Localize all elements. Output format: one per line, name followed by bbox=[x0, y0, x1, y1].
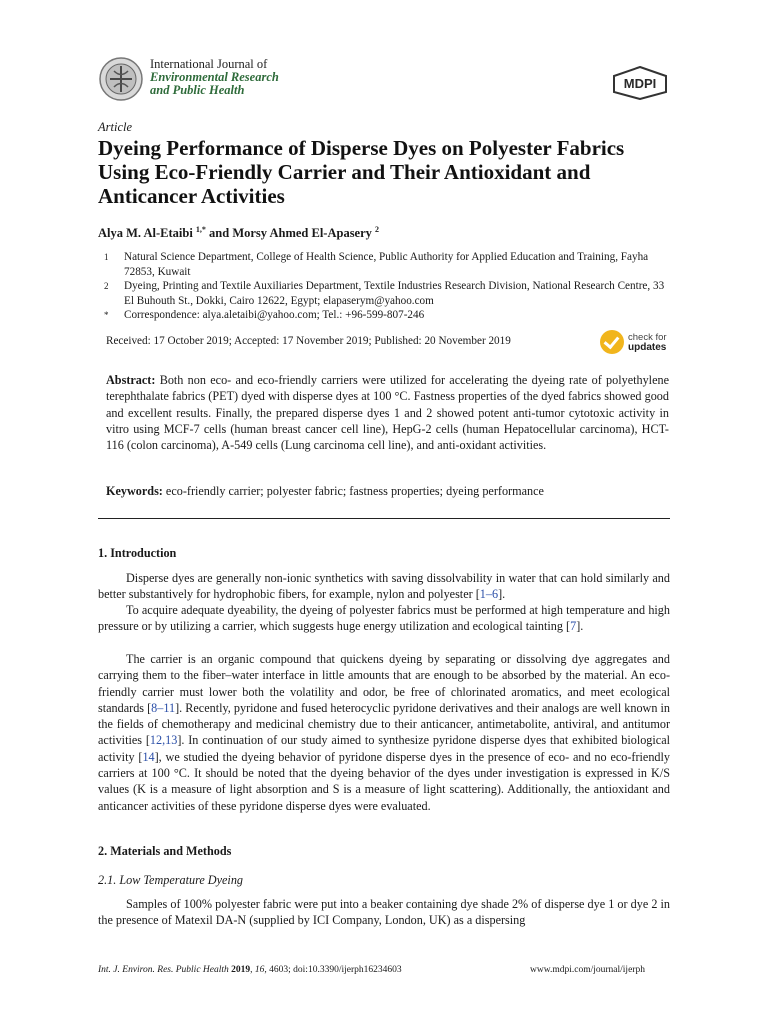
paper-title: Dyeing Performance of Disperse Dyes on Polyester Fabrics Using Eco-Friendly Carrier and Their Antioxidant and Anticancer Activities bbox=[98, 136, 625, 208]
affiliation-mark: 2 bbox=[104, 281, 109, 291]
paragraph bbox=[98, 651, 670, 814]
citation-link[interactable]: 12,13 bbox=[149, 733, 178, 748]
paragraph-text: To acquire adequate dyeability, the dyeing of polyester fabrics must be performed at high temperature and high pressure or by utilizing a carrier, which suggests huge energy utilization and ecological tainting [ bbox=[98, 603, 670, 634]
check-for-updates-button[interactable] bbox=[600, 330, 680, 356]
author-name: Alya M. Al-Etaibi bbox=[98, 226, 193, 240]
affiliation bbox=[104, 279, 669, 308]
abstract-text: Both non eco- and eco-friendly carriers were utilized for accelerating the dyeing rate of polyethylene terephthalate fabrics (PET) dyed with disperse dyes at 100 °C. Fastness properties of the dyed fabrics showed good and excellent results. Finally, the prepared disperse dyes 1 and 2 showed potent anti-tumor cytotoxic activity in vitro using MCF-7 cells (human breast cancer cell line), HepG-2 cells (human Hepatocellular carcinoma), HCT-116 (colon carcinoma), A-549 cells (Lung carcinoma cell line), and anti-oxidant activities. bbox=[106, 373, 669, 453]
checkmark-icon bbox=[600, 330, 624, 354]
affiliation-mark: * bbox=[104, 310, 109, 320]
journal-name bbox=[150, 58, 279, 97]
paragraph-text: ]. bbox=[576, 619, 584, 634]
author-affiliation-mark: 2 bbox=[375, 224, 380, 234]
paragraph bbox=[98, 896, 670, 929]
footer-doi: , 4603; doi:10.3390/ijerph16234603 bbox=[264, 965, 402, 975]
citation-link[interactable]: 14 bbox=[142, 749, 155, 764]
subsection-heading: 2.1. Low Temperature Dyeing bbox=[98, 873, 244, 887]
affiliation-text: Dyeing, Printing and Textile Auxiliaries Department, Textile Industries Research Division, National Research Centre, 33 El Buhouth St., Dokki, Cairo 12622, Egypt; elapaserym@yahoo.com bbox=[124, 280, 665, 307]
paragraph bbox=[98, 602, 670, 635]
article-type: Article bbox=[98, 120, 133, 134]
author-name: Morsy Ahmed El-Apasery bbox=[232, 226, 372, 240]
keywords-label: Keywords: bbox=[106, 484, 163, 498]
affiliation bbox=[104, 250, 669, 279]
paragraph-text: The carrier is an organic compound that quickens dyeing by separating or dissolving dye aggregates and carrying them to the fiber–water interface in little amounts that are enough to be absorbed by the material. An eco-friendly carrier must lower both the volatility and odor, be free of chlorinated aromatics, and meet ecological standards [ bbox=[98, 652, 670, 715]
keywords bbox=[106, 484, 669, 499]
publication-dates: Received: 17 October 2019; Accepted: 17 November 2019; Published: 20 November 2019 bbox=[106, 335, 511, 347]
section-heading: 1. Introduction bbox=[98, 546, 177, 560]
footer-year: 2019 bbox=[231, 965, 251, 975]
journal-name-line3: and Public Health bbox=[150, 83, 245, 97]
citation-link[interactable]: 1–6 bbox=[479, 587, 499, 602]
journal-name-line2: Environmental Research bbox=[150, 70, 279, 84]
section-heading: 2. Materials and Methods bbox=[98, 844, 232, 858]
divider bbox=[98, 518, 670, 519]
paragraph-text: ], we studied the dyeing behavior of pyridone disperse dyes in the presence of eco- and no eco-friendly carriers at 100 °C. It should be noted that the dyeing behavior of the dyes under investigation is expressed in K/S values (K is a measure of light absorption and S is a measure of light scattering). Additionally, the antioxidant and anticancer activities of these pyridone disperse dyes were evaluated. bbox=[98, 749, 670, 813]
abstract bbox=[106, 372, 669, 453]
abstract-label: Abstract: bbox=[106, 373, 156, 387]
paragraph-text: ]. In continuation of our study aimed to synthesize pyridone disperse dyes that exhibited biological activity [ bbox=[98, 733, 670, 764]
keywords-text: eco-friendly carrier; polyester fabric; fastness properties; dyeing performance bbox=[162, 484, 544, 498]
mdpi-logo-icon bbox=[610, 66, 670, 100]
author-affiliation-mark: 1,* bbox=[195, 224, 206, 234]
footer-volume: 16 bbox=[254, 965, 265, 975]
affiliation-text: Natural Science Department, College of Health Science, Public Authority for Applied Education and Training, Fayha 72853, Kuwait bbox=[124, 251, 649, 278]
paragraph-text: ]. bbox=[498, 587, 506, 602]
correspondence-text: Correspondence: alya.aletaibi@yahoo.com; Tel.: +96-599-807-246 bbox=[124, 309, 425, 321]
footer-journal: Int. J. Environ. Res. Public Health bbox=[98, 965, 229, 975]
footer-citation: Int. J. Environ. Res. Public Health 2019, 16, 4603; doi:10.3390/ijerph16234603 bbox=[98, 965, 402, 975]
paragraph-text: Samples of 100% polyester fabric were put into a beaker containing dye shade 2% of disperse dye 1 or dye 2 in the presence of Matexil DA-N (supplied by ICI Company, London, UK) as a dispersing bbox=[98, 897, 670, 928]
check-updates-line1: check for bbox=[628, 332, 667, 343]
paragraph-text: Disperse dyes are generally non-ionic synthetics with saving dissolvability in water that can hold similarly and better substantively for hydrophobic fibers, for example, nylon and polyester [ bbox=[98, 571, 670, 602]
check-updates-line2: updates bbox=[628, 342, 667, 353]
mdpi-logo-text: MDPI bbox=[623, 76, 657, 91]
paragraph-text: ]. Recently, pyridone and fused heterocyclic pyridone derivatives and their analogs are well known in the fields of chemotherapy and medicinal chemistry due to their anticancer, antimetabolite, antiviral, and antitumor activities [ bbox=[98, 700, 670, 748]
footer-url-link[interactable]: www.mdpi.com/journal/ijerph bbox=[530, 965, 645, 975]
correspondence bbox=[104, 308, 669, 323]
citation-link[interactable]: 7 bbox=[570, 619, 577, 634]
author-connector: and bbox=[205, 226, 233, 240]
author-list bbox=[98, 226, 379, 241]
journal-logo-icon bbox=[98, 56, 144, 102]
paragraph bbox=[98, 570, 670, 603]
affiliation-mark: 1 bbox=[104, 252, 109, 262]
citation-link[interactable]: 8–11 bbox=[151, 700, 176, 715]
journal-name-line1: International Journal of bbox=[150, 57, 268, 71]
